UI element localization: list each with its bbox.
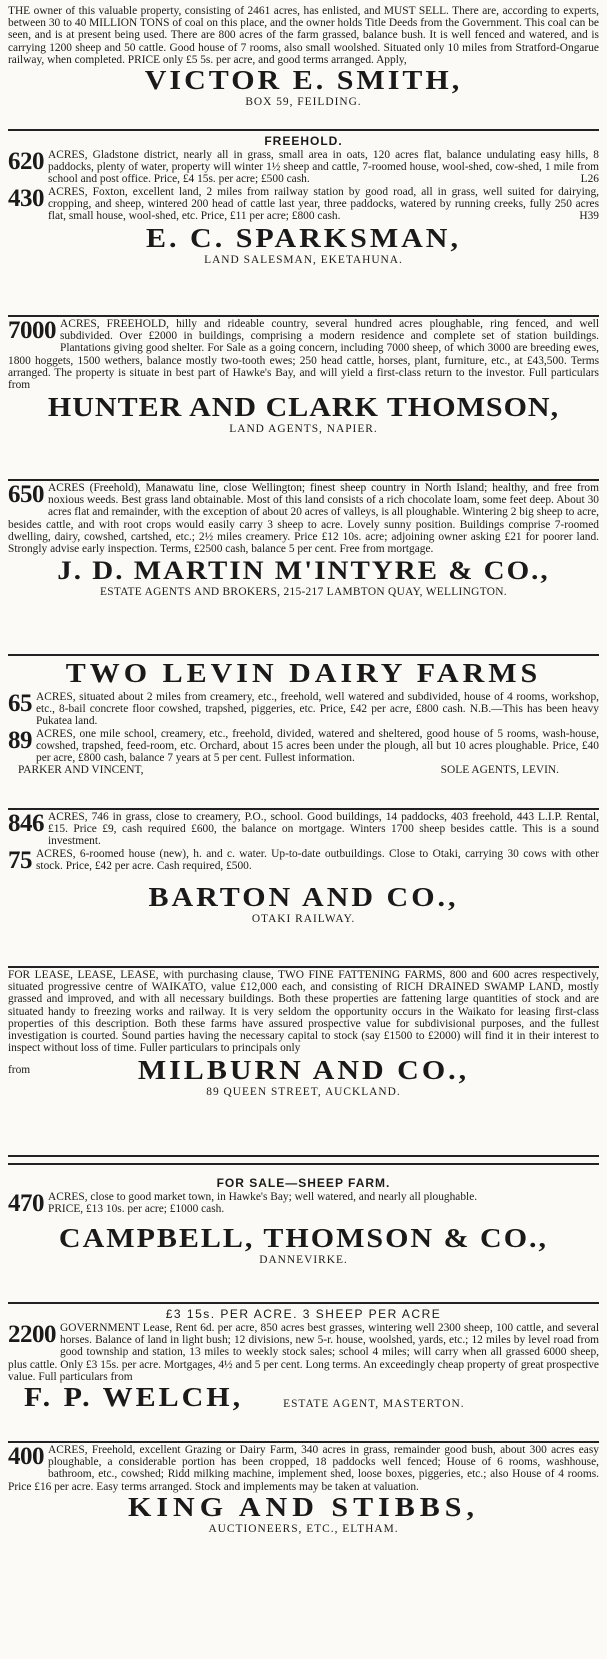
listing-price: PRICE, £13 10s. per acre; £1000 cash. <box>48 1203 225 1216</box>
acreage: 2200 <box>8 1322 56 1348</box>
listing-text: ACRES, situated about 2 miles from creamery, etc., freehold, well watered and subdivided, house of 4 rooms, workshop, etc., 8-bail concrete floor cowshed, trapshed, piggeries, etc. Price, £42 per acre, £800 cash. N.B.—This has been heavy Pukatea land. <box>36 691 599 728</box>
listing <box>8 318 599 391</box>
ad-milburn <box>8 968 599 1157</box>
listing-text: ACRES (Freehold), Manawatu line, close Wellington; finest sheep country in North Island; healthy, and free from noxious weeds. Best grass land obtainable. Most of this land consists of a rich chocolate loam, some feet deep. About 30 acres flat and remainder, with the exception of about 20 acres of valleys, is all ploughable. Wintering 2 big sheep to acre, besides cattle, and with root crops would easily carry 3 sheep to acre. Lovely sunny position. Buildings comprise 7-roomed dwelling, dairy, cowshed, cartshed, etc.; 2½ miles creamery. Price £12 10s. acre; adjoining owner asking £21 for poorer land. Strongly advise early inspection. Terms, £2500 cash, balance 5 per cent. Free from mortgage. <box>8 482 599 556</box>
advertiser-name: MILBURN AND CO., <box>137 1056 470 1086</box>
advertiser-name: KING AND STIBBS, <box>128 1492 479 1523</box>
listing-text: ACRES, close to good market town, in Hawke's Bay; well watered, and nearly all ploughable. <box>48 1191 478 1203</box>
listing <box>8 149 599 186</box>
ad-heading: £3 15s. PER ACRE. 3 SHEEP PER ACRE <box>165 1307 442 1321</box>
advertiser-address: 89 QUEEN STREET, AUCKLAND. <box>206 1086 401 1099</box>
advertiser-address: LAND SALESMAN, EKETAHUNA. <box>204 254 403 267</box>
ad-king-stibbs <box>8 1443 599 1572</box>
acreage: 400 <box>8 1444 44 1470</box>
agent-role: SOLE AGENTS, LEVIN. <box>440 764 559 777</box>
ad-sparksman <box>8 131 599 317</box>
listing <box>8 186 599 223</box>
acreage: 650 <box>8 482 44 508</box>
advertiser-address: DANNEVIRKE. <box>259 1254 348 1266</box>
listing <box>8 848 599 873</box>
ad-heading: FREEHOLD. <box>264 134 343 148</box>
acreage: 89 <box>8 727 32 754</box>
advertiser-role: ESTATE AGENT, MASTERTON. <box>283 1398 465 1411</box>
ad-title: TWO LEVIN DAIRY FARMS <box>65 658 542 689</box>
acreage: 620 <box>8 149 44 175</box>
advertiser-address: OTAKI RAILWAY. <box>251 912 356 925</box>
advertiser-address: LAND AGENTS, NAPIER. <box>229 423 378 436</box>
advertiser-name: BARTON AND CO., <box>148 882 459 913</box>
listing-text: ACRES, Gladstone district, nearly all in grass, small area in oats, 120 acres flat, balance undulating easy hills, 8 paddocks, plenty of water, property will winter 1½ sheep and cattle, 7-roomed house, wool-shed, cow-shed, 1 mile from school and post office. Price, £4 15s. per acre; £500 cash. <box>48 149 599 186</box>
ad-martin-mintyre <box>8 481 599 656</box>
acreage: 430 <box>8 185 44 212</box>
advertiser-name: E. C. SPARKSMAN, <box>146 223 461 254</box>
listing <box>8 1191 599 1216</box>
acreage: 846 <box>8 811 44 837</box>
ad-body: THE owner of this valuable property, consisting of 2461 acres, has enlisted, and MUST SELL. There are, according to experts, between 30 to 40 MILLION TONS of coal on this place, and the owner holds Title Deeds from the Government. This coal can be seen, and is at present being used. There are 800 acres of the farm grassed, balance bush. It is well fenced and watered, and is carrying 1200 sheep and 50 cattle. Good house of 7 rooms, also small woolshed. Situated only 10 miles from Stratford-Ongarue railway, when completed. PRICE only £5 5s. per acre, and good terms arranged. Apply, <box>8 5 599 66</box>
listing <box>8 728 599 765</box>
advertiser-name: HUNTER AND CLARK THOMSON, <box>47 392 560 423</box>
listing <box>8 1322 599 1383</box>
ad-barton <box>8 810 599 968</box>
advertiser-name: J. D. MARTIN M'INTYRE & CO., <box>57 556 550 586</box>
listing <box>8 482 599 555</box>
listing-text: ACRES, Foxton, excellent land, 2 miles from railway station by good road, all in grass, well suited for dairying, cropping, and sheep, wintered 200 head of cattle last year, three paddocks, watered by running creeks, fully 250 acres flat, small house, wool-shed, etc. Price, £11 per acre; £800 cash. <box>48 185 599 223</box>
acreage: 470 <box>8 1191 44 1216</box>
agent-line <box>8 764 599 776</box>
listing-text: ACRES, 6-roomed house (new), h. and c. water. Up-to-date outbuildings. Close to Otaki, carrying 30 cows with other stock. Price, £42 per acre. Cash required, £500. <box>36 847 599 872</box>
reference-code: H39 <box>579 210 599 223</box>
reference-code: L26 <box>580 173 599 186</box>
acreage: 75 <box>8 847 32 873</box>
advertiser-address: ESTATE AGENTS AND BROKERS, 215-217 LAMBTON QUAY, WELLINGTON. <box>100 586 507 599</box>
advertiser-block <box>8 1383 599 1413</box>
ad-heading: FOR SALE—SHEEP FARM. <box>216 1176 391 1190</box>
listing <box>8 1444 599 1493</box>
advertiser-name: VICTOR E. SMITH, <box>144 65 463 96</box>
acreage: 7000 <box>8 318 56 344</box>
advertiser-block <box>8 1056 599 1086</box>
ad-body: FOR LEASE, LEASE, LEASE, with purchasing clause, TWO FINE FATTENING FARMS, 800 and 600 acres respectively, situated progressive centre of WAIKATO, value £12,000 each, and consisting of RICH DRAINED SWAMP LAND, mostly grassed and improved, and with all necessary buildings. Both these properties are fattening large quantities of stock and are situated handy to freezing works and railway. It is very seldom the opportunity occurs in the Waikato for leasing first-class properties of this description. Both these farms have assured prospective value for subdivisional purposes, and the fullest investigation is courted. Sound parties having the necessary capital to stock (say £1500 to £2000) will find it in their interest to inspect without loss of time. Fuller particulars to principals only <box>8 969 599 1055</box>
listing <box>8 691 599 728</box>
from-label: from <box>8 1064 31 1077</box>
ad-victor-smith <box>8 4 599 131</box>
listing-text: ACRES, 746 in grass, close to creamery, P.O., school. Good buildings, 14 paddocks, 403 freehold, 443 L.I.P. Rental, £15. Price £9, cash required £600, the balance on mortgage. Winters 1700 sheep besides cattle. This is a sound investment. <box>48 811 599 848</box>
ad-levin-dairy-farms <box>8 656 599 810</box>
advertiser-address: BOX 59, FEILDING. <box>245 96 362 109</box>
advertiser-name: F. P. WELCH, <box>24 1382 244 1413</box>
advertiser-name: CAMPBELL, THOMSON & CO., <box>58 1223 549 1254</box>
listing-text: ACRES, Freehold, excellent Grazing or Dairy Farm, 340 acres in grass, remainder good bush, about 300 acres easy ploughable, a considerable portion has been cropped, 18 paddocks well fenced; House of 6 rooms, washhouse, bathroom, etc., cowshed; Ridd milking machine, implement shed, loose boxes, piggeries, etc.; also House of 4 rooms. Price £16 per acre. Easy terms arranged. Stock and implements may be taken at valuation. <box>8 1444 599 1493</box>
acreage: 65 <box>8 691 32 717</box>
agent-name: PARKER AND VINCENT, <box>18 764 144 777</box>
advertiser-address: AUCTIONEERS, ETC., ELTHAM. <box>208 1522 399 1535</box>
ad-campbell-thomson <box>8 1163 599 1304</box>
listing <box>8 811 599 848</box>
listing-text: ACRES, one mile school, creamery, etc., freehold, divided, watered and sheltered, good house of 5 rooms, wash-house, cowshed, trapshed, feed-room, etc. Orchard, about 15 acres been under the plough, all but 10 acres ploughable. Price, £40 per acre, £800 cash, balance 7 years at 5 per cent. Fullest information. <box>36 727 599 765</box>
ad-hunter-clark-thomson <box>8 317 599 481</box>
ad-welch <box>8 1304 599 1443</box>
listing-text: GOVERNMENT Lease, Rent 6d. per acre, 850 acres best grasses, wintering well 2300 sheep, 100 cattle, and several horses. Balance of land in light bush; 12 divisions, new 5-r. house, woolshed, yards, etc.; 12 miles by level road from good township and station, 13 miles to weekly stock sales; school 4 miles; will carry when all grassed 6000 sheep, plus cattle. Only £3 15s. per acre. Mortgages, 4½ and 5 per cent. Long terms. An exceedingly cheap property of great prospective value. Full particulars from <box>8 1322 599 1383</box>
listing-text: ACRES, FREEHOLD, hilly and rideable country, several hundred acres ploughable, ring fenced, and well subdivided. Over £2000 in buildings, comprising a modern residence and complete set of station buildings. Plantations giving good shelter. For Sale as a going concern, including 7000 sheep, of which 3000 are breeding ewes, 1800 hoggets, 1500 wethers, balance mostly two-tooth ewes; 250 head cattle, horses, plant, furniture, etc., at £43,500. Terms arranged. The property is situate in best part of Hawke's Bay, and will yield a first-class return to the investor. Full particulars from <box>8 318 599 392</box>
